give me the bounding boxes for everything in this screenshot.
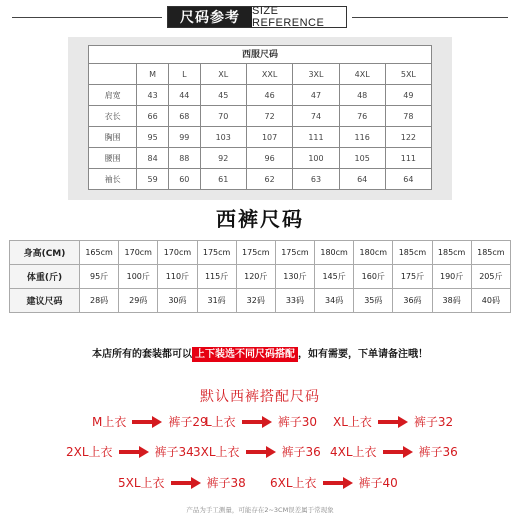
mix-size-notice — [0, 345, 520, 360]
size-pair — [118, 474, 246, 491]
size-pair — [193, 443, 321, 460]
suit-row-label: 腰围 — [89, 148, 137, 169]
matching-title: 默认西裤搭配尺码 — [200, 389, 320, 405]
suit-cell: 96 — [246, 148, 293, 169]
header-title-cn: 尺码参考 — [168, 7, 252, 27]
pants-cell: 29码 — [119, 289, 158, 313]
suit-size-header: 5XL — [385, 64, 431, 85]
pair-top-size: L上衣 — [205, 415, 236, 429]
notice-text-before: 本店所有的套装都可以 — [92, 349, 192, 360]
suit-cell: 64 — [339, 169, 385, 190]
size-pair — [205, 413, 317, 430]
measurement-footnote: 产品为手工测量，可能存在2~3CM误差属于常现象 — [186, 506, 334, 514]
pants-cell: 33码 — [275, 289, 314, 313]
pants-cell: 34码 — [315, 289, 354, 313]
suit-cell: 92 — [200, 148, 246, 169]
suit-row-label: 衣长 — [89, 106, 137, 127]
pants-cell: 30码 — [158, 289, 197, 313]
suit-cell: 62 — [246, 169, 293, 190]
suit-cell: 70 — [200, 106, 246, 127]
suit-cell: 100 — [293, 148, 339, 169]
pants-cell: 115斤 — [197, 265, 236, 289]
suit-table-title: 西服尺码 — [88, 45, 432, 63]
suit-cell: 61 — [200, 169, 246, 190]
suit-cell: 116 — [339, 127, 385, 148]
suit-cell: 48 — [339, 85, 385, 106]
suit-cell: 45 — [200, 85, 246, 106]
table-row — [89, 106, 432, 127]
suit-cell: 111 — [293, 127, 339, 148]
suit-cell: 49 — [385, 85, 431, 106]
pants-cell: 175cm — [275, 241, 314, 265]
pants-cell: 170cm — [119, 241, 158, 265]
pants-cell: 175cm — [197, 241, 236, 265]
pants-cell: 110斤 — [158, 265, 197, 289]
suit-cell: 95 — [137, 127, 169, 148]
pants-cell: 145斤 — [315, 265, 354, 289]
table-row — [10, 289, 511, 313]
pair-top-size: M上衣 — [92, 415, 127, 429]
arrow-right-icon — [323, 477, 353, 489]
pants-size-table — [9, 240, 511, 313]
pants-row-label: 建议尺码 — [10, 289, 80, 313]
size-reference-header — [0, 0, 520, 32]
pants-cell: 130斤 — [275, 265, 314, 289]
suit-cell: 47 — [293, 85, 339, 106]
pair-top-size: XL上衣 — [333, 415, 372, 429]
size-pair — [66, 443, 194, 460]
suit-size-header: XXL — [246, 64, 293, 85]
pair-pants-size: 裤子38 — [206, 476, 246, 490]
pants-cell: 185cm — [471, 241, 510, 265]
suit-cell: 59 — [137, 169, 169, 190]
suit-row-label: 胸围 — [89, 127, 137, 148]
suit-cell: 46 — [246, 85, 293, 106]
header-divider-left — [12, 17, 162, 18]
pair-top-size: 3XL上衣 — [193, 445, 240, 459]
suit-cell: 64 — [385, 169, 431, 190]
suit-cell: 43 — [137, 85, 169, 106]
size-pair — [270, 474, 398, 491]
header-divider-right — [352, 17, 508, 18]
pair-pants-size: 裤子34 — [154, 445, 194, 459]
pants-cell: 185cm — [432, 241, 471, 265]
pants-cell: 35码 — [354, 289, 393, 313]
table-row — [89, 127, 432, 148]
pair-top-size: 6XL上衣 — [270, 476, 317, 490]
pants-cell: 205斤 — [471, 265, 510, 289]
suit-cell: 78 — [385, 106, 431, 127]
size-pair — [330, 443, 458, 460]
pants-cell: 190斤 — [432, 265, 471, 289]
suit-size-panel — [68, 37, 452, 200]
arrow-right-icon — [378, 416, 408, 428]
pair-top-size: 4XL上衣 — [330, 445, 377, 459]
suit-cell: 74 — [293, 106, 339, 127]
header-title-en: SIZE REFERENCE — [252, 5, 325, 29]
arrow-right-icon — [171, 477, 201, 489]
arrow-right-icon — [132, 416, 162, 428]
pants-cell: 31码 — [197, 289, 236, 313]
table-row — [10, 241, 511, 265]
pants-cell: 38码 — [432, 289, 471, 313]
pants-cell: 180cm — [315, 241, 354, 265]
pants-cell: 170cm — [158, 241, 197, 265]
header-title-box — [167, 6, 347, 28]
pants-cell: 185cm — [393, 241, 432, 265]
suit-cell: 103 — [200, 127, 246, 148]
pants-cell: 100斤 — [119, 265, 158, 289]
pair-pants-size: 裤子30 — [277, 415, 317, 429]
arrow-right-icon — [242, 416, 272, 428]
arrow-right-icon — [246, 446, 276, 458]
pants-cell: 175斤 — [393, 265, 432, 289]
table-row — [89, 169, 432, 190]
suit-size-header: XL — [200, 64, 246, 85]
pants-cell: 32码 — [236, 289, 275, 313]
suit-cell: 72 — [246, 106, 293, 127]
table-row — [89, 85, 432, 106]
pants-cell: 95斤 — [80, 265, 119, 289]
pants-cell: 175cm — [236, 241, 275, 265]
pants-cell: 120斤 — [236, 265, 275, 289]
suit-size-header: M — [137, 64, 169, 85]
suit-size-table — [88, 45, 432, 190]
pants-row-label: 体重(斤) — [10, 265, 80, 289]
pair-pants-size: 裤子40 — [358, 476, 398, 490]
pants-cell: 28码 — [80, 289, 119, 313]
table-row — [10, 265, 511, 289]
suit-cell: 66 — [137, 106, 169, 127]
pants-cell: 36码 — [393, 289, 432, 313]
pants-cell: 40码 — [471, 289, 510, 313]
suit-cell: 107 — [246, 127, 293, 148]
suit-size-header: 3XL — [293, 64, 339, 85]
pants-row-label: 身高(CM) — [10, 241, 80, 265]
suit-size-header: L — [168, 64, 200, 85]
arrow-right-icon — [119, 446, 149, 458]
suit-row-label: 肩宽 — [89, 85, 137, 106]
pair-pants-size: 裤子36 — [281, 445, 321, 459]
suit-cell: 111 — [385, 148, 431, 169]
suit-cell: 88 — [168, 148, 200, 169]
notice-text-after: ，如有需要，下单请备注哦！ — [298, 349, 428, 360]
suit-cell: 105 — [339, 148, 385, 169]
suit-cell: 68 — [168, 106, 200, 127]
suit-cell: 60 — [168, 169, 200, 190]
suit-cell: 76 — [339, 106, 385, 127]
suit-row-label: 袖长 — [89, 169, 137, 190]
pair-top-size: 2XL上衣 — [66, 445, 113, 459]
suit-cell: 122 — [385, 127, 431, 148]
suit-size-header: 4XL — [339, 64, 385, 85]
suit-corner-cell — [89, 64, 137, 85]
pants-cell: 160斤 — [354, 265, 393, 289]
arrow-right-icon — [383, 446, 413, 458]
notice-highlight: 上下装选不同尺码搭配 — [192, 347, 298, 362]
suit-cell: 84 — [137, 148, 169, 169]
pair-pants-size: 裤子36 — [418, 445, 458, 459]
suit-cell: 44 — [168, 85, 200, 106]
pair-pants-size: 裤子32 — [413, 415, 454, 429]
suit-header-row — [89, 64, 432, 85]
table-row — [89, 148, 432, 169]
suit-cell: 63 — [293, 169, 339, 190]
pants-cell: 165cm — [80, 241, 119, 265]
pants-size-title: 西裤尺码 — [216, 207, 304, 231]
pair-top-size: 5XL上衣 — [118, 476, 165, 490]
size-pair — [333, 413, 453, 430]
pair-pants-size: 裤子29 — [168, 415, 208, 429]
suit-cell: 99 — [168, 127, 200, 148]
pants-cell: 180cm — [354, 241, 393, 265]
size-pair — [92, 413, 208, 430]
